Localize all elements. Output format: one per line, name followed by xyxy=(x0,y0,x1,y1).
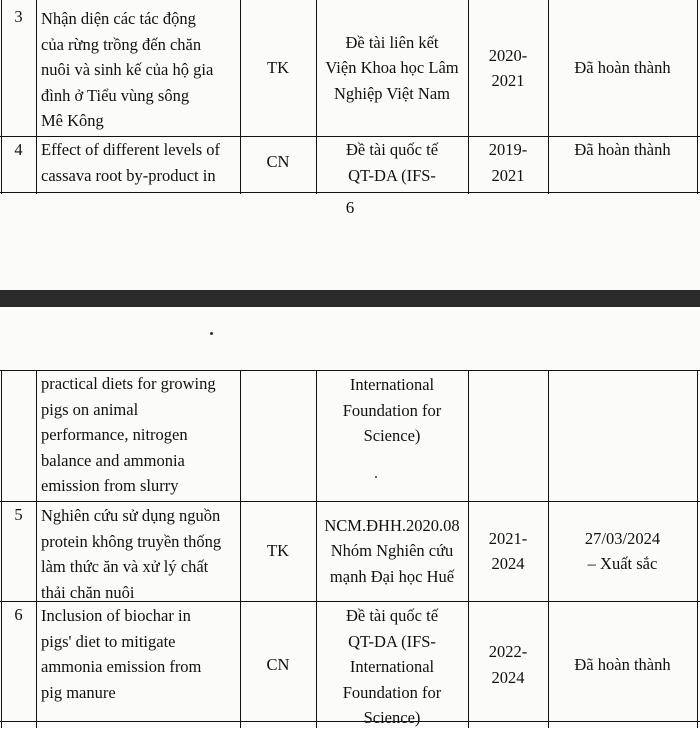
row-number: 3 xyxy=(14,7,23,26)
scan-speck xyxy=(210,332,213,335)
table-bottom-border xyxy=(0,721,700,722)
source-cell: NCM.ĐHH.2020.08 Nhóm Nghiên cứu mạnh Đại học Huế xyxy=(324,515,460,586)
document-page-bottom xyxy=(0,307,700,728)
topic-cell: Effect of different levels of cassava root by-product in xyxy=(41,140,220,185)
source-cell-continued: International Foundation for Science) xyxy=(342,375,442,445)
level-cell: CN xyxy=(266,654,290,674)
topic-cell: Nghiên cứu sử dụng nguồn protein không truyền thống làm thức ăn và xử lý chất thải chăn nuôi xyxy=(41,506,222,602)
years-cell: 2022- 2024 xyxy=(488,642,528,687)
source-cell: Đề tài quốc tế QT-DA (IFS- xyxy=(345,140,439,185)
page-number: 6 xyxy=(345,198,355,217)
source-cell: Đề tài liên kết Viện Khoa học Lâm Nghiệp Việt Nam xyxy=(325,32,459,103)
status-cell: Đã hoàn thành xyxy=(574,140,671,159)
scan-speck xyxy=(375,476,377,478)
page-break-gap xyxy=(0,290,700,307)
topic-cell-continued: practical diets for growing pigs on animal performance, nitrogen balance and ammonia emission from slurry xyxy=(41,374,216,495)
level-cell: CN xyxy=(266,152,290,172)
status-cell: 27/03/2024 – Xuất sắc xyxy=(584,528,661,573)
document-page-top xyxy=(0,0,700,290)
years-cell: 2019- 2021 xyxy=(488,140,528,185)
source-cell: Đề tài quốc tế QT-DA (IFS- International Foundation for Science) xyxy=(342,606,442,727)
status-cell: Đã hoàn thành xyxy=(574,58,671,78)
row-number: 4 xyxy=(14,140,23,159)
research-table-part-2 xyxy=(0,370,700,728)
row-number: 6 xyxy=(14,605,23,624)
years-cell: 2020- 2021 xyxy=(488,45,528,90)
years-cell: 2021- 2024 xyxy=(488,528,528,573)
topic-cell: Inclusion of biochar in pigs' diet to mitigate ammonia emission from pig manure xyxy=(41,606,202,702)
level-cell: TK xyxy=(267,541,289,561)
research-table-part-1 xyxy=(0,0,700,194)
status-cell: Đã hoàn thành xyxy=(574,654,671,674)
topic-cell: Nhận diện các tác động của rừng trồng đến chăn nuôi và sinh kế của hộ gia đình ở Tiểu vùng sông Mê Kông xyxy=(41,9,214,130)
row-number: 5 xyxy=(14,505,23,524)
level-cell: TK xyxy=(267,58,289,78)
